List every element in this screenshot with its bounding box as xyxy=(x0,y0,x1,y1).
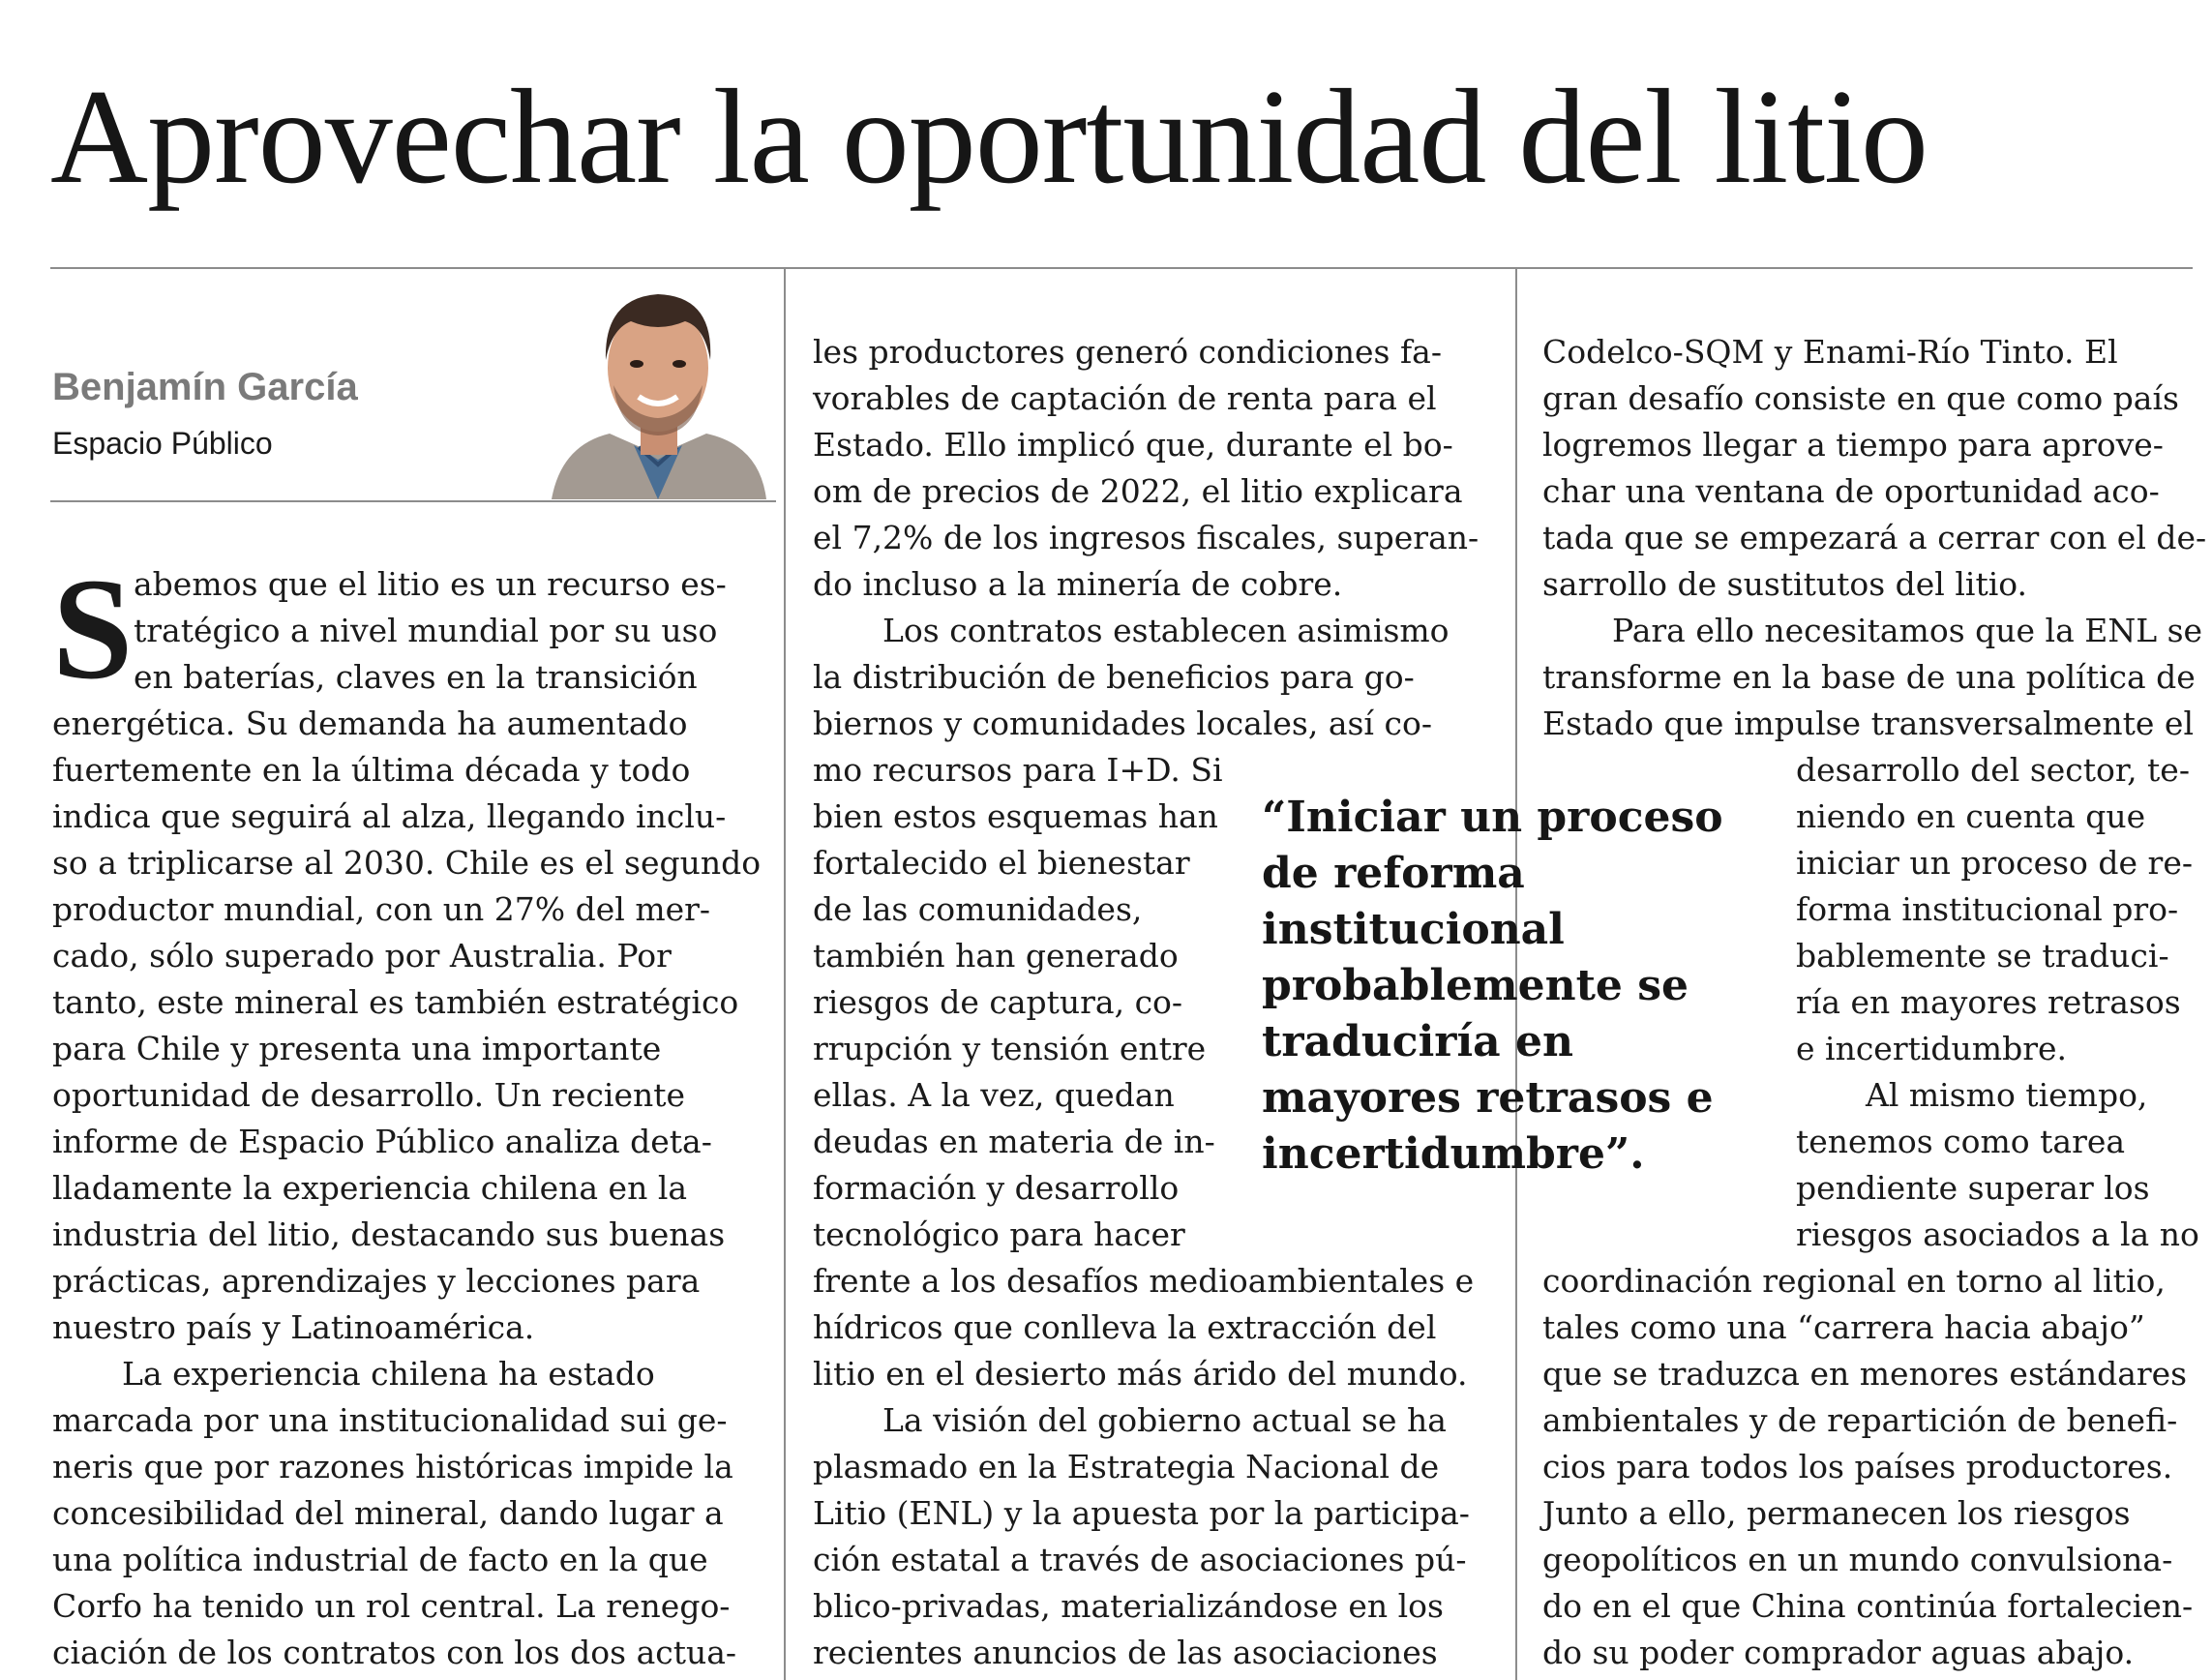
text-line: deudas en materia de in- xyxy=(813,1123,1215,1160)
text-line: en baterías, claves en la transición xyxy=(134,658,698,696)
text-line: tada que se empezará a cerrar con el de- xyxy=(1542,519,2207,556)
text-line: Corfo ha tenido un rol central. La renego- xyxy=(52,1587,731,1625)
text-line: oportunidad de desarrollo. Un reciente xyxy=(52,1076,686,1114)
text-line: formación y desarrollo xyxy=(813,1169,1180,1207)
text-line: vorables de captación de renta para el xyxy=(813,379,1437,417)
text-line: indica que seguirá al alza, llegando inclu- xyxy=(52,797,727,835)
text-line: iniciar un proceso de re- xyxy=(1796,844,2194,882)
text-line: tratégico a nivel mundial por su uso xyxy=(134,612,718,649)
author-photo xyxy=(542,271,774,499)
text-line: La experiencia chilena ha estado xyxy=(122,1355,655,1393)
text-line: informe de Espacio Público analiza deta- xyxy=(52,1123,712,1160)
text-line: Al mismo tiempo, xyxy=(1866,1076,2148,1114)
text-line: litio en el desierto más árido del mundo. xyxy=(813,1355,1468,1393)
text-line: coordinación regional en torno al litio, xyxy=(1542,1262,2166,1300)
text-line: transforme en la base de una política de xyxy=(1542,658,2196,696)
text-line: riesgos asociados a la no xyxy=(1796,1215,2199,1253)
text-line: frente a los desafíos medioambientales e xyxy=(813,1262,1475,1300)
dropcap-paragraph-start xyxy=(52,549,749,709)
text-line: pendiente superar los xyxy=(1796,1169,2150,1207)
pull-quote-line: “Iniciar un proceso xyxy=(1262,793,1723,842)
text-line: bablemente se traduci- xyxy=(1796,937,2169,975)
text-line: plasmado en la Estrategia Nacional de xyxy=(813,1448,1440,1485)
text-line: La visión del gobierno actual se ha xyxy=(882,1401,1447,1439)
pull-quote-line: mayores retrasos e xyxy=(1262,1073,1714,1123)
text-line: ciación de los contratos con los dos actua- xyxy=(52,1634,737,1671)
pull-quote-line: incertidumbre”. xyxy=(1262,1129,1645,1179)
text-line: una política industrial de facto en la que xyxy=(52,1541,708,1578)
text-line: ción estatal a través de asociaciones pú- xyxy=(813,1541,1467,1578)
text-line: bien estos esquemas han xyxy=(813,797,1218,835)
text-line: e incertidumbre. xyxy=(1796,1030,2068,1067)
text-line: lladamente la experiencia chilena en la xyxy=(52,1169,688,1207)
text-line: ría en mayores retrasos xyxy=(1796,983,2181,1021)
text-line: om de precios de 2022, el litio explicara xyxy=(813,472,1463,510)
text-line: el 7,2% de los ingresos fiscales, superan- xyxy=(813,519,1480,556)
text-line: geopolíticos en un mundo convulsiona- xyxy=(1542,1541,2173,1578)
text-line: rrupción y tensión entre xyxy=(813,1030,1207,1067)
text-line: niendo en cuenta que xyxy=(1796,797,2146,835)
text-line: tenemos como tarea xyxy=(1796,1123,2126,1160)
text-line: Codelco-SQM y Enami-Río Tinto. El xyxy=(1542,333,2118,371)
article-headline: Aprovechar la oportunidad del litio xyxy=(50,62,1928,212)
text-line: productor mundial, con un 27% del mer- xyxy=(52,890,711,928)
text-line: neris que por razones históricas impide la xyxy=(52,1448,733,1485)
text-line: Para ello necesitamos que la ENL se xyxy=(1612,612,2203,649)
text-line: la distribución de beneficios para go- xyxy=(813,658,1415,696)
text-line: forma institucional pro- xyxy=(1796,890,2179,928)
text-line: do su poder comprador aguas abajo. xyxy=(1542,1634,2135,1671)
dropcap-letter: S xyxy=(52,549,134,709)
text-line: hídricos que conlleva la extracción del xyxy=(813,1308,1437,1346)
text-line: char una ventana de oportunidad aco- xyxy=(1542,472,2160,510)
text-line: de las comunidades, xyxy=(813,890,1143,928)
headline-divider xyxy=(50,267,2193,269)
text-line: industria del litio, destacando sus buenas xyxy=(52,1215,726,1253)
text-line: Litio (ENL) y la apuesta por la participa- xyxy=(813,1494,1470,1532)
text-line: fortalecido el bienestar xyxy=(813,844,1190,882)
text-line: Los contratos establecen asimismo xyxy=(882,612,1450,649)
text-line: ellas. A la vez, quedan xyxy=(813,1076,1175,1114)
text-line: tales como una “carrera hacia abajo” xyxy=(1542,1308,2145,1346)
text-line: mo recursos para I+D. Si xyxy=(813,751,1223,789)
article-column-1 xyxy=(52,549,762,1676)
text-line: prácticas, aprendizajes y lecciones para xyxy=(52,1262,701,1300)
author-name: Benjamín García xyxy=(52,366,358,408)
text-line: cado, sólo superado por Australia. Por xyxy=(52,937,672,975)
text-line: riesgos de captura, co- xyxy=(813,983,1183,1021)
text-line: concesibilidad del mineral, dando lugar a xyxy=(52,1494,724,1532)
byline-divider xyxy=(50,500,776,502)
pull-quote-line: de reforma xyxy=(1262,849,1525,898)
pull-quote-line: probablemente se xyxy=(1262,961,1689,1010)
text-line: para Chile y presenta una importante xyxy=(52,1030,662,1067)
text-line: fuertemente en la última década y todo xyxy=(52,751,691,789)
text-line: tecnológico para hacer xyxy=(813,1215,1185,1253)
text-line: también han generado xyxy=(813,937,1179,975)
text-line: blico-privadas, materializándose en los xyxy=(813,1587,1444,1625)
text-line: ambientales y de repartición de benefi- xyxy=(1542,1401,2178,1439)
text-line: logremos llegar a tiempo para aprove- xyxy=(1542,426,2164,464)
text-line: que se traduzca en menores estándares xyxy=(1542,1355,2188,1393)
text-line: Estado que impulse transversalmente el xyxy=(1542,705,2195,742)
author-organization: Espacio Público xyxy=(52,426,273,461)
text-line: abemos que el litio es un recurso es- xyxy=(134,565,727,603)
text-line: nuestro país y Latinoamérica. xyxy=(52,1308,535,1346)
text-line: biernos y comunidades locales, así co- xyxy=(813,705,1432,742)
pull-quote-line: traduciría en xyxy=(1262,1017,1573,1066)
text-line: desarrollo del sector, te- xyxy=(1796,751,2190,789)
text-line: Estado. Ello implicó que, durante el bo- xyxy=(813,426,1453,464)
text-line: sarrollo de sustitutos del litio. xyxy=(1542,565,2028,603)
text-line: energética. Su demanda ha aumentado xyxy=(52,705,688,742)
text-line: marcada por una institucionalidad sui ge- xyxy=(52,1401,728,1439)
text-line: recientes anuncios de las asociaciones xyxy=(813,1634,1438,1671)
text-line: gran desafío consiste en que como país xyxy=(1542,379,2179,417)
text-line: so a triplicarse al 2030. Chile es el segundo xyxy=(52,844,762,882)
text-line: les productores generó condiciones fa- xyxy=(813,333,1442,371)
text-line: do incluso a la minería de cobre. xyxy=(813,565,1343,603)
column-divider-1 xyxy=(784,269,786,1680)
pull-quote-line: institucional xyxy=(1262,905,1565,954)
text-line: do en el que China continúa fortalecien- xyxy=(1542,1587,2194,1625)
text-line: tanto, este mineral es también estratégico xyxy=(52,983,739,1021)
text-line: Junto a ello, permanecen los riesgos xyxy=(1542,1494,2131,1532)
text-line: cios para todos los países productores. xyxy=(1542,1448,2173,1485)
article-column-3 xyxy=(1542,329,2207,1676)
